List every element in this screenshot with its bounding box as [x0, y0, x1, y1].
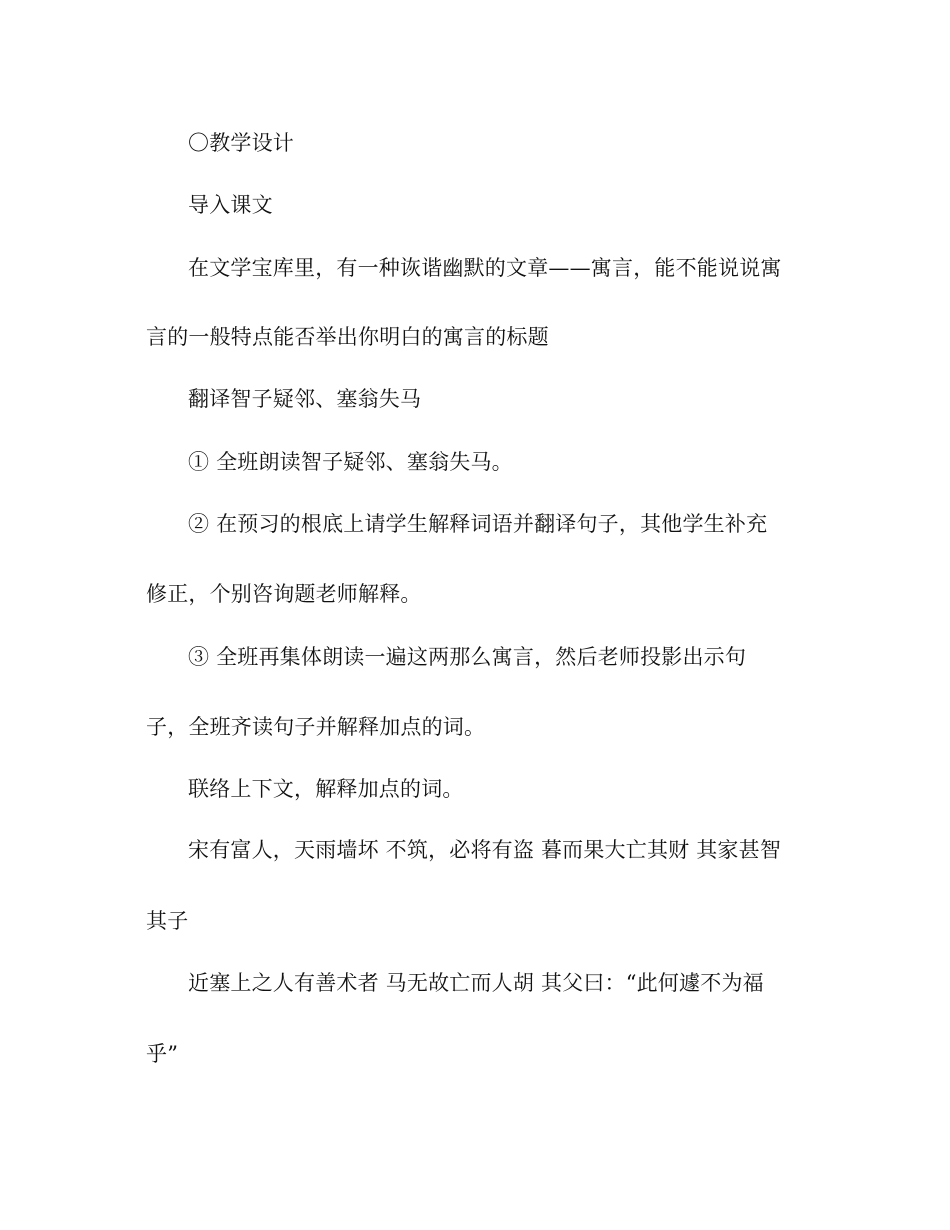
- quote-line: 乎”: [146, 1042, 179, 1066]
- quote-line: 其子: [146, 909, 189, 933]
- quote-line: 近塞上之人有善术者 马无故亡而人胡 其父曰：“此何遽不为福: [188, 971, 764, 995]
- paragraph-line: 修正，个别咨询题老师解释。: [146, 582, 422, 606]
- subheading-translate: 翻译智子疑邻、塞翁失马: [188, 387, 422, 411]
- list-item: ① 全班朗读智子疑邻、塞翁失马。: [188, 450, 513, 474]
- quote-line: 宋有富人，天雨墙坏 不筑，必将有盗 暮而果大亡其财 其家甚智: [188, 838, 782, 862]
- paragraph-line: 子，全班齐读句子并解释加点的词。: [146, 715, 486, 739]
- subheading-context: 联络上下文，解释加点的词。: [188, 777, 464, 801]
- subheading-intro: 导入课文: [188, 193, 273, 217]
- paragraph-line: 言的一般特点能否举出你明白的寓言的标题: [146, 325, 549, 349]
- paragraph-line: 在文学宝库里，有一种诙谐幽默的文章——寓言，能不能说说寓: [188, 256, 782, 280]
- list-item: ② 在预习的根底上请学生解释词语并翻译句子，其他学生补充: [188, 512, 768, 536]
- list-item: ③ 全班再集体朗读一遍这两那么寓言，然后老师投影出示句: [188, 645, 747, 669]
- section-heading: 〇教学设计: [188, 131, 294, 155]
